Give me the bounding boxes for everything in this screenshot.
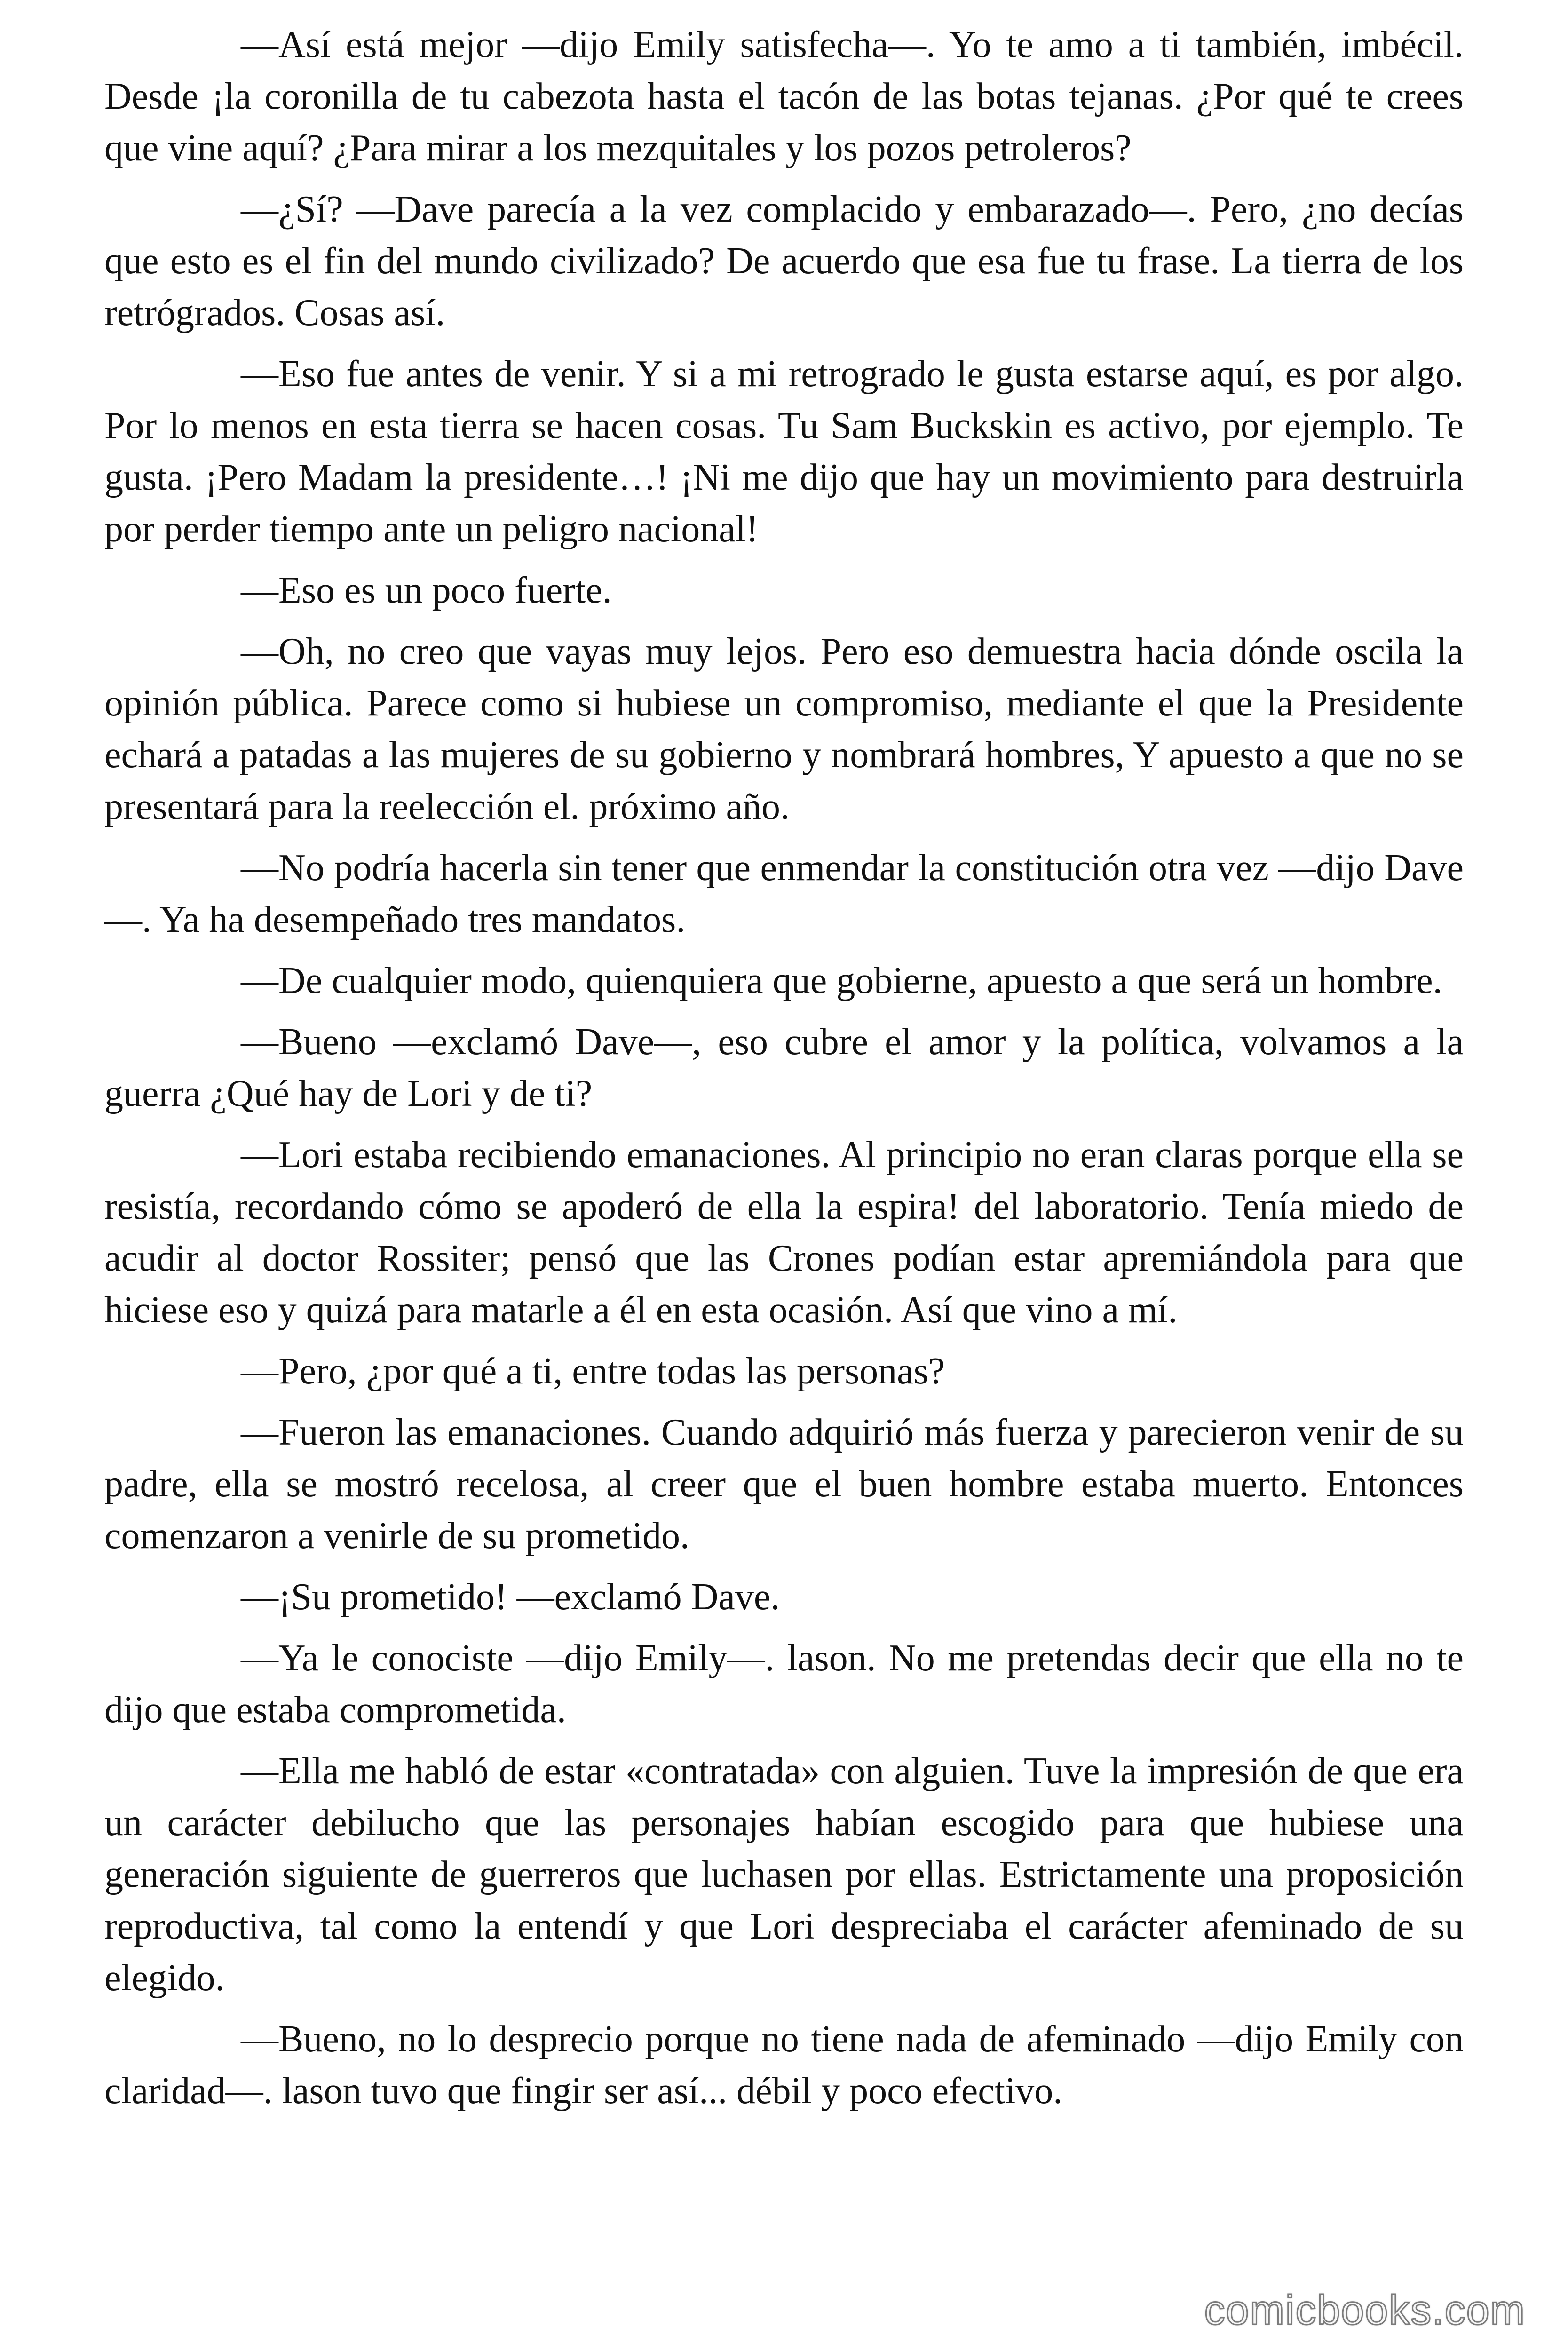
paragraph-11: —Fueron las emanaciones. Cuando adquirió más fuerza y parecieron venir de su padre, ella se mostró recelosa, al creer que el buen hombre estaba muerto. Entonces comenzaron a venirle de su prometido. (104, 1412, 1464, 1557)
book-page (104, 19, 1464, 2126)
paragraph-10: —Pero, ¿por qué a ti, entre todas las personas? (241, 1351, 945, 1392)
paragraph-13: —Ya le conociste —dijo Emily—. lason. No me pretendas decir que ella no te dijo que estaba comprometida. (104, 1637, 1464, 1731)
paragraph-12: —¡Su prometido! —exclamó Dave. (241, 1576, 780, 1618)
paragraph-14: —Ella me habló de estar «contratada» con alguien. Tuve la impresión de que era un carácter debilucho que las personajes habían escogido para que hubiese una generación siguiente de guerreros que luchasen por ellas. Estrictamente una proposición reproductiva, tal como la entendí y que Lori despreciaba el carácter afeminado de su elegido. (104, 1750, 1464, 1999)
paragraph-9: —Lori estaba recibiendo emanaciones. Al principio no eran claras porque ella se resistía, recordando cómo se apoderó de ella la espira! del laboratorio. Tenía miedo de acudir al doctor Rossiter; pensó que las Crones podían estar apremiándola para que hiciese eso y quizá para matarle a él en esta ocasión. Así que vino a mí. (104, 1134, 1464, 1331)
paragraph-8: —Bueno —exclamó Dave—, eso cubre el amor y la política, volvamos a la guerra ¿Qué hay de Lori y de ti? (104, 1021, 1464, 1114)
paragraph-15: —Bueno, no lo desprecio porque no tiene nada de afeminado —dijo Emily con claridad—. lason tuvo que fingir ser así... débil y poco efectivo. (104, 2018, 1464, 2112)
paragraph-6: —No podría hacerla sin tener que enmendar la constitución otra vez —dijo Dave—. Ya ha desempeñado tres mandatos. (104, 847, 1464, 940)
paragraph-5: —Oh, no creo que vayas muy lejos. Pero eso demuestra hacia dónde oscila la opinión pública. Parece como si hubiese un compromiso, mediante el que la Presidente echará a patadas a las mujeres de su gobierno y nombrará hombres, Y apuesto a que no se presentará para la reelección el. próximo año. (104, 631, 1464, 827)
paragraph-1: —Así está mejor —dijo Emily satisfecha—. Yo te amo a ti también, imbécil. Desde ¡la coronilla de tu cabezota hasta el tacón de las botas tejanas. ¿Por qué te crees que vine aquí? ¿Para mirar a los mezquitales y los pozos petroleros? (104, 24, 1464, 169)
watermark: comicbooks.com (1204, 2287, 1526, 2333)
paragraph-3: —Eso fue antes de venir. Y si a mi retrogrado le gusta estarse aquí, es por algo. Por lo menos en esta tierra se hacen cosas. Tu Sam Buckskin es activo, por ejemplo. Te gusta. ¡Pero Madam la presidente…! ¡Ni me dijo que hay un movimiento para destruirla por perder tiempo ante un peligro nacional! (104, 353, 1464, 550)
paragraph-7: —De cualquier modo, quienquiera que gobierne, apuesto a que será un hombre. (241, 960, 1442, 1001)
paragraph-2: —¿Sí? —Dave parecía a la vez complacido y embarazado—. Pero, ¿no decías que esto es el fin del mundo civilizado? De acuerdo que esa fue tu frase. La tierra de los retrógrados. Cosas así. (104, 189, 1464, 334)
paragraph-4: —Eso es un poco fuerte. (241, 570, 612, 611)
